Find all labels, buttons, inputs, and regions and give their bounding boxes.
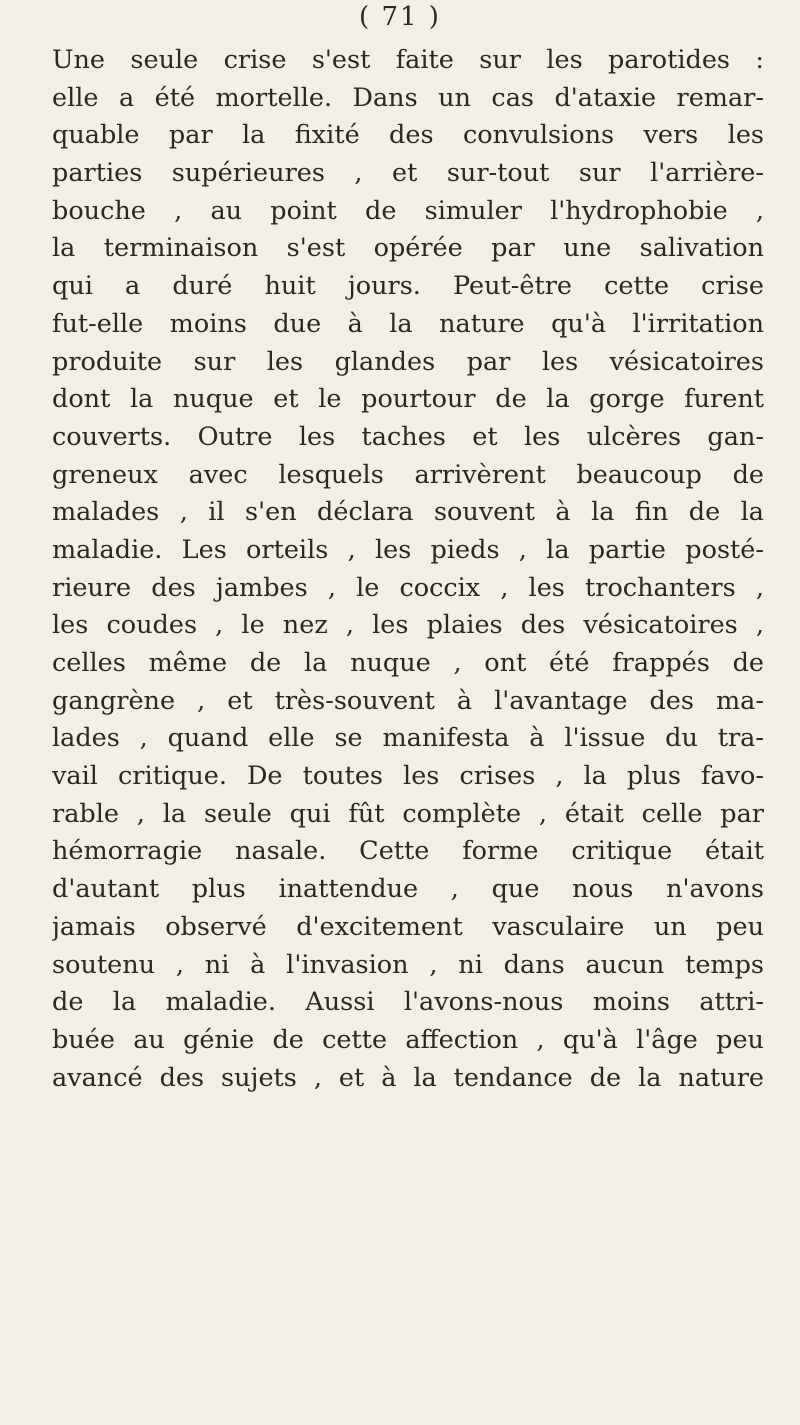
text-line: dont la nuque et le pourtour de la gorge furent [52, 384, 764, 415]
text-line: buée au génie de cette affection , qu'à l'âge peu [52, 1024, 764, 1055]
text-line: couverts. Outre les taches et les ulcères gan- [52, 421, 764, 452]
text-line: soutenu , ni à l'invasion , ni dans aucun temps [52, 949, 764, 980]
text-line: les coudes , le nez , les plaies des vésicatoires , [52, 610, 764, 641]
text-line: quable par la fixité des convulsions vers les [52, 120, 764, 151]
body-text [52, 42, 764, 1097]
text-line: fut-elle moins due à la nature qu'à l'irritation [52, 308, 764, 339]
text-line: lades , quand elle se manifesta à l'issue du tra- [52, 723, 764, 754]
text-line: rable , la seule qui fût complète , était celle par [52, 798, 764, 829]
text-line: gangrène , et très-souvent à l'avantage des ma- [52, 685, 764, 716]
text-line: maladie. Les orteils , les pieds , la partie posté- [52, 534, 764, 565]
text-line: parties supérieures , et sur-tout sur l'arrière- [52, 158, 764, 189]
text-line: greneux avec lesquels arrivèrent beaucoup de [52, 459, 764, 490]
page-number: ( 71 ) [359, 2, 441, 32]
text-line: Une seule crise s'est faite sur les parotides : [52, 45, 764, 75]
text-line: bouche , au point de simuler l'hydrophobie , [52, 195, 764, 226]
text-line: qui a duré huit jours. Peut-être cette crise [52, 271, 764, 302]
text-line: jamais observé d'excitement vasculaire un peu [52, 911, 764, 942]
text-line: de la maladie. Aussi l'avons-nous moins attri- [52, 987, 764, 1018]
text-line: hémorragie nasale. Cette forme critique était [52, 836, 764, 867]
text-line: la terminaison s'est opérée par une salivation [52, 233, 764, 264]
text-line: d'autant plus inattendue , que nous n'avons [52, 874, 764, 905]
text-line: avancé des sujets , et à la tendance de la nature [52, 1062, 764, 1093]
text-line: produite sur les glandes par les vésicatoires [52, 346, 764, 377]
text-line: celles même de la nuque , ont été frappés de [52, 648, 764, 678]
text-line: malades , il s'en déclara souvent à la fin de la [52, 497, 764, 528]
text-line: vail critique. De toutes les crises , la plus favo- [52, 761, 764, 792]
text-line: elle a été mortelle. Dans un cas d'ataxie remar- [52, 82, 764, 113]
text-line: rieure des jambes , le coccix , les trochanters , [52, 572, 764, 603]
